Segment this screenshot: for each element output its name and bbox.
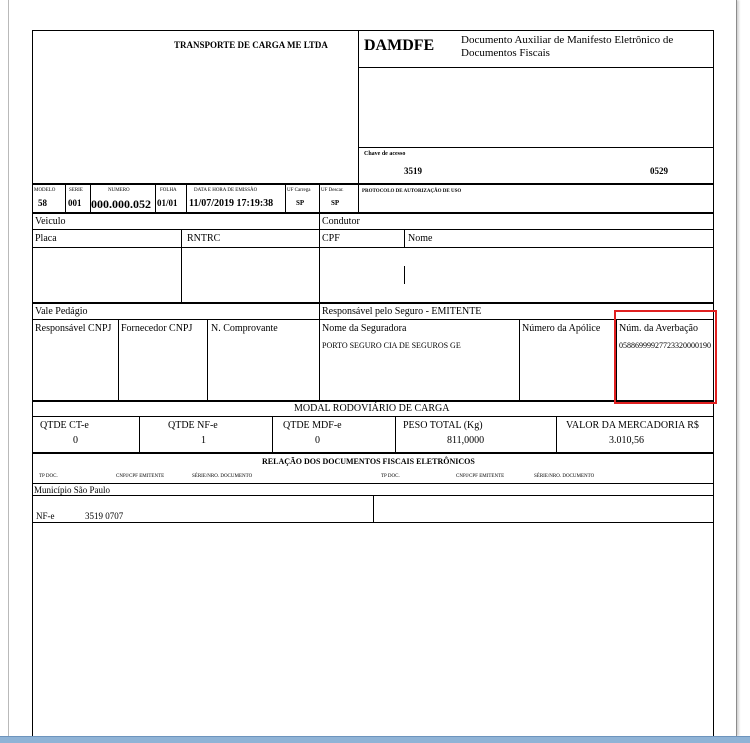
ident-sep	[285, 184, 286, 213]
ident-sep	[319, 184, 320, 213]
seguradora-value: PORTO SEGURO CIA DE SEGUROS GE	[322, 341, 461, 350]
valor-value: 3.010,56	[609, 435, 644, 446]
uf-carrega-label: UF Carrega	[287, 188, 311, 193]
ps-sep	[519, 319, 520, 401]
header-title-rule	[358, 67, 714, 68]
header-divider	[358, 30, 359, 184]
peso-value: 811,0000	[447, 435, 485, 446]
doc-title-line1: Documento Auxiliar de Manifesto Eletrônico de	[461, 34, 674, 46]
modal-title: MODAL RODOVIÁRIO DE CARGA	[294, 403, 450, 414]
modal-sep	[272, 416, 273, 453]
averbacao-highlight	[614, 310, 717, 404]
vc-rule	[32, 229, 714, 230]
serie-label: SERIE	[69, 188, 83, 193]
uf-descarr-label: UF Descar.	[321, 188, 344, 193]
ident-sep	[186, 184, 187, 213]
vc-sep	[181, 229, 182, 303]
folha-label: FOLHA	[160, 188, 177, 193]
doc-number: 3519 0707	[85, 511, 124, 521]
comprovante-label: N. Comprovante	[211, 323, 278, 334]
numero-value: 000.000.052	[91, 197, 151, 211]
seguro-title: Responsável pelo Seguro - EMITENTE	[322, 306, 482, 317]
apolice-label: Número da Apólice	[522, 323, 601, 334]
qtde-nfe-label: QTDE NF-e	[168, 420, 218, 431]
relacao-title: RELAÇÃO DOS DOCUMENTOS FISCAIS ELETRÔNICOS	[262, 457, 475, 466]
vc-sep	[404, 266, 405, 284]
condutor-title: Condutor	[322, 216, 360, 227]
relacao-sep	[373, 495, 374, 522]
serie-nro-label: SÉRIE/NRO. DOCUMENTO	[192, 474, 253, 479]
cnpj-emitente-label-2: CNPJ/CPF EMITENTE	[456, 474, 505, 479]
placa-label: Placa	[35, 233, 57, 244]
fornecedor-cnpj-label: Fornecedor CNPJ	[121, 323, 193, 334]
rntrc-label: RNTRC	[187, 233, 221, 244]
ident-sep	[358, 184, 359, 213]
chave-label: Chave de acesso	[364, 151, 406, 157]
tp-doc-label: TP DOC.	[39, 474, 58, 479]
qtde-nfe-value: 1	[201, 435, 206, 446]
qtde-cte-value: 0	[73, 435, 78, 446]
emissao-label: DATA E HORA DE EMISSÃO	[194, 188, 258, 193]
chave-part2: 0529	[650, 166, 668, 176]
modal-sep	[556, 416, 557, 453]
tp-doc-label-2: TP DOC.	[381, 474, 400, 479]
qtde-cte-label: QTDE CT-e	[40, 420, 89, 431]
qtde-mdfe-label: QTDE MDF-e	[283, 420, 342, 431]
numero-label: NUMERO	[108, 188, 130, 193]
serie-value: 001	[68, 198, 82, 208]
ps-sep	[118, 319, 119, 401]
municipio-label: Município São Paulo	[34, 485, 110, 495]
veiculo-title: Veiculo	[35, 216, 66, 227]
seguradora-label: Nome da Seguradora	[322, 323, 407, 334]
relacao-rule	[32, 522, 714, 523]
averbacao-label: Núm. da Averbação	[619, 323, 698, 334]
modal-sep	[395, 416, 396, 453]
document-page	[8, 0, 737, 736]
vc-divider	[319, 213, 320, 303]
ps-divider	[319, 303, 320, 401]
doc-title-line2: Documentos Fiscais	[461, 47, 550, 59]
vc-sep	[404, 229, 405, 247]
ident-sep	[155, 184, 156, 213]
cpf-label: CPF	[322, 233, 340, 244]
folha-value: 01/01	[157, 198, 178, 208]
veiculo-condutor-block	[32, 213, 714, 303]
modal-rule	[32, 416, 714, 417]
averbacao-value: 05886999927723320000190	[619, 341, 711, 350]
company-name: TRANSPORTE DE CARGA ME LTDA	[174, 40, 328, 50]
protocolo-label: PROTOCOLO DE AUTORIZAÇÃO DE USO	[362, 189, 462, 194]
doc-code: DAMDFE	[364, 37, 435, 54]
ident-sep	[65, 184, 66, 213]
resp-cnpj-label: Responsável CNPJ	[35, 323, 112, 334]
nome-label: Nome	[408, 233, 433, 244]
uf-descarr-value: SP	[331, 199, 340, 207]
peso-label: PESO TOTAL (Kg)	[403, 420, 483, 431]
relacao-rule	[32, 483, 714, 484]
qtde-mdfe-value: 0	[315, 435, 320, 446]
doc-type: NF-e	[36, 511, 55, 521]
modelo-label: MODELO	[34, 188, 56, 193]
uf-carrega-value: SP	[296, 199, 305, 207]
modelo-value: 58	[38, 198, 47, 208]
header-key-rule	[358, 147, 714, 148]
pedagio-seguro-block	[32, 303, 714, 401]
ps-sep	[207, 319, 208, 401]
vc-rule	[32, 247, 714, 248]
cnpj-emitente-label: CNPJ/CPF EMITENTE	[116, 474, 165, 479]
modal-sep	[139, 416, 140, 453]
vale-pedagio-title: Vale Pedágio	[35, 306, 88, 317]
emissao-value: 11/07/2019 17:19:38	[189, 198, 274, 209]
chave-part1: 3519	[404, 166, 422, 176]
ps-rule	[32, 319, 714, 320]
valor-label: VALOR DA MERCADORIA R$	[566, 420, 699, 431]
serie-nro-label-2: SÉRIE/NRO. DOCUMENTO	[534, 474, 595, 479]
